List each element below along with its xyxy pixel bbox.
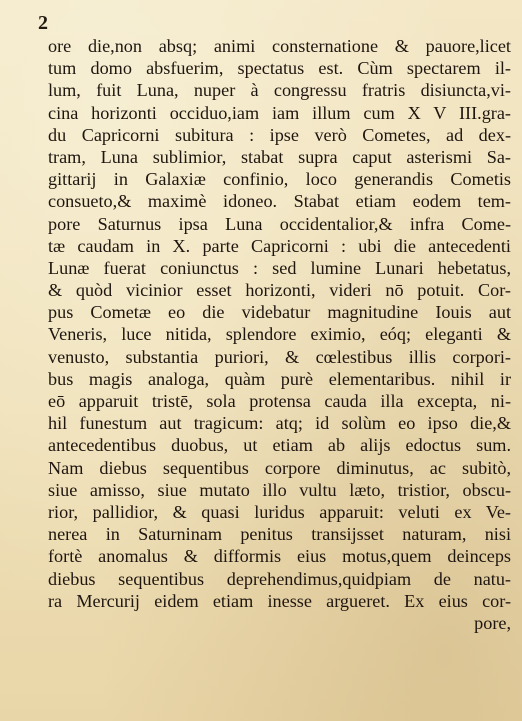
text-line: ra Mercurij eidem etiam inesse argueret. Ex eius cor- xyxy=(48,590,511,611)
body-text xyxy=(48,35,511,634)
text-line: pus Cometæ eo die videbatur magnitudine Iouis aut xyxy=(48,302,511,323)
text-line: & quòd vicinior esset horizonti, videri nō potuit. Cor- xyxy=(48,280,511,301)
text-line: nerea in Saturninam penitus transijsset naturam, nisi xyxy=(48,524,511,545)
text-line: pore Saturnus ipsa Luna occidentalior,& infra Come- xyxy=(48,213,511,234)
text-line: tram, Luna sublimior, stabat supra caput asterismi Sa- xyxy=(48,146,511,167)
text-line: antecedentibus duobus, ut etiam ab alijs edoctus sum. xyxy=(48,435,511,456)
text-line: consueto,& maximè idoneo. Stabat etiam eodem tem- xyxy=(48,191,511,212)
text-line: cina horizonti occiduo,iam iam illum cum X V III.gra- xyxy=(48,102,511,123)
text-line: Lunæ fuerat coniunctus : sed lumine Lunari hebetatus, xyxy=(48,257,511,278)
text-line: siue amisso, siue mutato illo vultu læto, tristior, obscu- xyxy=(48,479,511,500)
text-line: eō apparuit tristē, sola protensa cauda illa excepta, ni- xyxy=(48,391,511,411)
text-line: lum, fuit Luna, nuper à congressu fratris disiuncta,vi- xyxy=(48,80,511,101)
text-line: gittarij in Galaxiæ confinio, loco generandis Cometis xyxy=(48,169,511,190)
text-line: rior, pallidior, & quasi luridus apparuit: veluti ex Ve- xyxy=(48,501,511,522)
text-line: bus magis analoga, quàm purè elementaribus. nihil ir xyxy=(48,368,511,389)
text-line: venusto, substantia puriori, & cœlestibus illis corpori- xyxy=(48,346,511,367)
text-line: Nam diebus sequentibus corpore diminutus, ac subitò, xyxy=(48,457,511,478)
text-line: tum domo absfuerim, spectatus est. Cùm spectarem il- xyxy=(48,58,511,79)
text-line: tæ caudam in X. parte Capricorni : ubi die antecedenti xyxy=(48,235,511,256)
text-line: ore die,non absq; animi consternatione & pauore,licet xyxy=(48,36,511,56)
text-line: diebus sequentibus deprehendimus,quidpiam de natu- xyxy=(48,568,511,589)
text-line: du Capricorni subitura : ipse verò Cometes, ad dex- xyxy=(48,124,511,145)
text-line: hil funestum aut tragicum: atq; id solùm eo ipso die,& xyxy=(48,413,511,434)
page-number: 2 xyxy=(38,12,48,34)
text-line: Veneris, luce nitida, splendore eximio, eóq; eleganti & xyxy=(48,324,511,345)
text-line-catchword: pore, xyxy=(474,612,511,633)
text-line: fortè anomalus & difformis eius motus,quem deinceps xyxy=(48,546,511,567)
